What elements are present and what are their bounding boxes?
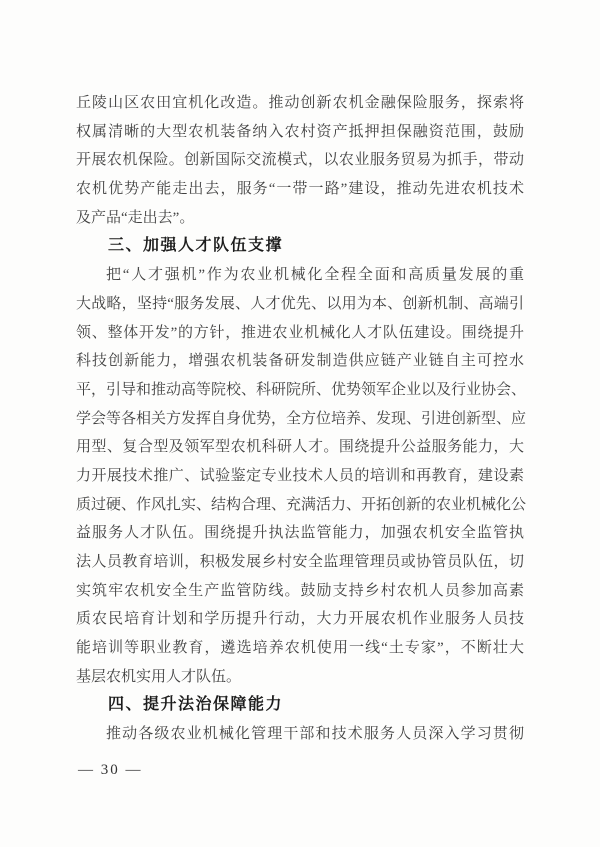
- body-text-line: 平，引导和推动高等院校、科研院所、优势领军企业以及行业协会、: [76, 381, 527, 398]
- section-heading-talent-support: 三、加强人才队伍支撑: [108, 237, 284, 255]
- body-text-line: 把“人才强机”作为农业机械化全程全面和高质量发展的重: [106, 267, 524, 284]
- body-text-line: 实筑牢农机安全生产监管防线。鼓励支持乡村农机人员参加高素: [76, 582, 524, 599]
- body-text-line: 领、整体开发”的方针，推进农业机械化人才队伍建设。围绕提升: [76, 324, 524, 341]
- body-text-line: 推动各级农业机械化管理干部和技术服务人员深入学习贯彻: [106, 726, 524, 743]
- body-text-line: 力开展技术推广、试验鉴定专业技术人员的培训和再教育，建设素: [76, 467, 524, 484]
- document-body: [76, 89, 527, 749]
- body-text-line: 科技创新能力，增强农机装备研发制造供应链产业链自主可控水: [76, 353, 524, 370]
- body-text-line: 法人员教育培训，积极发展乡村安全监理管理员或协管员队伍，切: [76, 554, 524, 570]
- body-text-line: 及产品“走出去”。: [76, 209, 195, 226]
- page-number: — 30 —: [78, 762, 143, 778]
- body-text-line: 益服务人才队伍。围绕提升执法监管能力，加强农机安全监管执: [76, 525, 524, 542]
- body-text-line: 基层农机实用人才队伍。: [76, 668, 242, 685]
- section-heading-legal-guarantee: 四、提升法治保障能力: [108, 696, 284, 714]
- body-text-line: 大战略，坚持“服务发展、人才优先、以用为本、创新机制、高端引: [76, 295, 524, 312]
- body-text-line: 丘陵山区农田宜机化改造。推动创新农机金融保险服务，探索将: [76, 95, 524, 111]
- body-text-line: 用型、复合型及领军型农机科研人才。围绕提升公益服务能力，大: [76, 439, 524, 456]
- body-text-line: 农机优势产能走出去，服务“一带一路”建设，推动先进农机技术: [76, 181, 524, 198]
- body-text-line: 能培训等职业教育，遴选培养农机使用一线“土专家”，不断壮大: [76, 640, 524, 657]
- body-text-line: 开展农机保险。创新国际交流模式，以农业服务贸易为抓手，带动: [76, 152, 524, 169]
- body-text-line: 质农民培育计划和学历提升行动，大力开展农机作业服务人员技: [76, 611, 524, 628]
- body-text-line: 学会等各相关方发挥自身优势，全方位培养、发现、引进创新型、应: [76, 410, 527, 427]
- body-text-line: 质过硬、作风扎实、结构合理、充满活力、开拓创新的农业机械化公: [76, 496, 527, 513]
- body-text-line: 权属清晰的大型农机装备纳入农村资产抵押担保融资范围，鼓励: [76, 123, 524, 140]
